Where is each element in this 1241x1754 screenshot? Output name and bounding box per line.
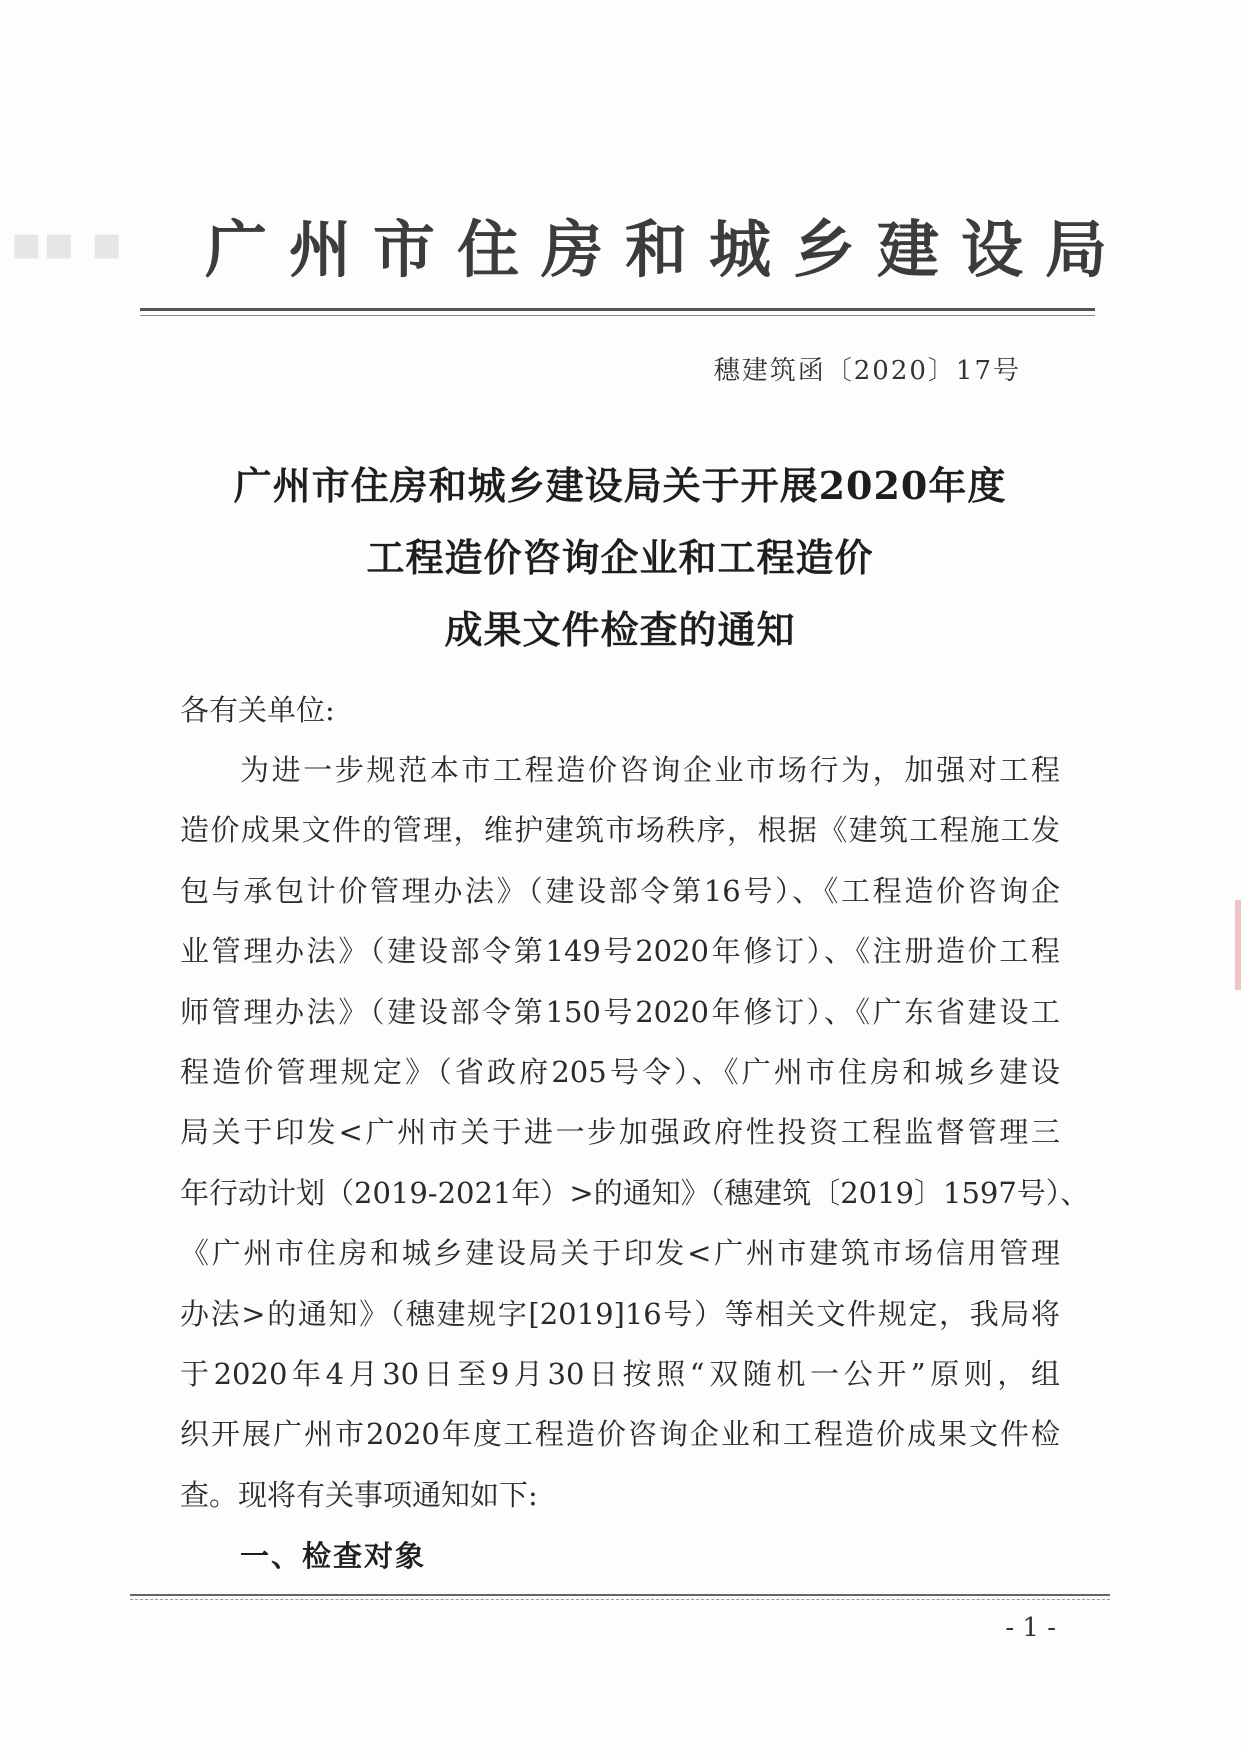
- title-line-1: 广州市住房和城乡建设局关于开展2020年度: [233, 463, 1007, 508]
- document-number: 穗建筑函〔2020〕17号: [713, 356, 1021, 386]
- document-title: [140, 450, 1100, 666]
- paragraph-line: 造价成果文件的管理，维护建筑市场秩序，根据《建筑工程施工发: [180, 813, 1060, 848]
- paragraph-line: 织开展广州市2020年度工程造价咨询企业和工程造价成果文件检: [180, 1417, 1060, 1452]
- paragraph-line: 局关于印发<广州市关于进一步加强政府性投资工程监督管理三: [180, 1115, 1060, 1150]
- letterhead-rule-thick: [140, 308, 1095, 311]
- stamp-edge-mark: [1235, 900, 1241, 990]
- salutation: 各有关单位:: [180, 693, 335, 727]
- document-body: [180, 680, 1090, 1525]
- page-number: - 1 -: [1005, 1613, 1056, 1643]
- paragraph-line: 师管理办法》（建设部令第150号2020年修订）、《广东省建设工: [180, 994, 1060, 1029]
- paragraph-line: 《广州市住房和城乡建设局关于印发<广州市建筑市场信用管理: [180, 1236, 1060, 1271]
- footer-rule-dashed: [130, 1599, 1110, 1600]
- paragraph-line: 年行动计划（2019-2021年）>的通知》（穗建筑〔2019〕1597号）、: [180, 1175, 1090, 1210]
- section-heading: 一、检查对象: [240, 1539, 427, 1573]
- paragraph-line: 于2020年4月30日至9月30日按照“双随机一公开”原则，组: [180, 1357, 1060, 1392]
- title-line-2: 工程造价咨询企业和工程造价: [366, 535, 874, 580]
- agency-letterhead: 广州市住房和城乡建设局: [205, 213, 1130, 286]
- scan-bleed-artifact: ▪▪ ▪: [10, 215, 123, 271]
- letterhead-rule-thin: [140, 315, 1095, 316]
- paragraph-line: 业管理办法》（建设部令第149号2020年修订）、《注册造价工程: [180, 934, 1060, 969]
- paragraph-line: 程造价管理规定》（省政府205号令）、《广州市住房和城乡建设: [180, 1055, 1060, 1090]
- paragraph-line: 查。现将有关事项通知如下:: [180, 1477, 538, 1512]
- title-line-3: 成果文件检查的通知: [444, 607, 796, 652]
- footer-rule: [130, 1594, 1110, 1596]
- body-paragraph: [180, 740, 1090, 1525]
- paragraph-line: 包与承包计价管理办法》（建设部令第16号）、《工程造价咨询企: [180, 873, 1060, 908]
- paragraph-line: 为进一步规范本市工程造价咨询企业市场行为，加强对工程: [240, 753, 1060, 787]
- paragraph-line: 办法>的通知》（穗建规字[2019]16号）等相关文件规定，我局将: [180, 1296, 1060, 1331]
